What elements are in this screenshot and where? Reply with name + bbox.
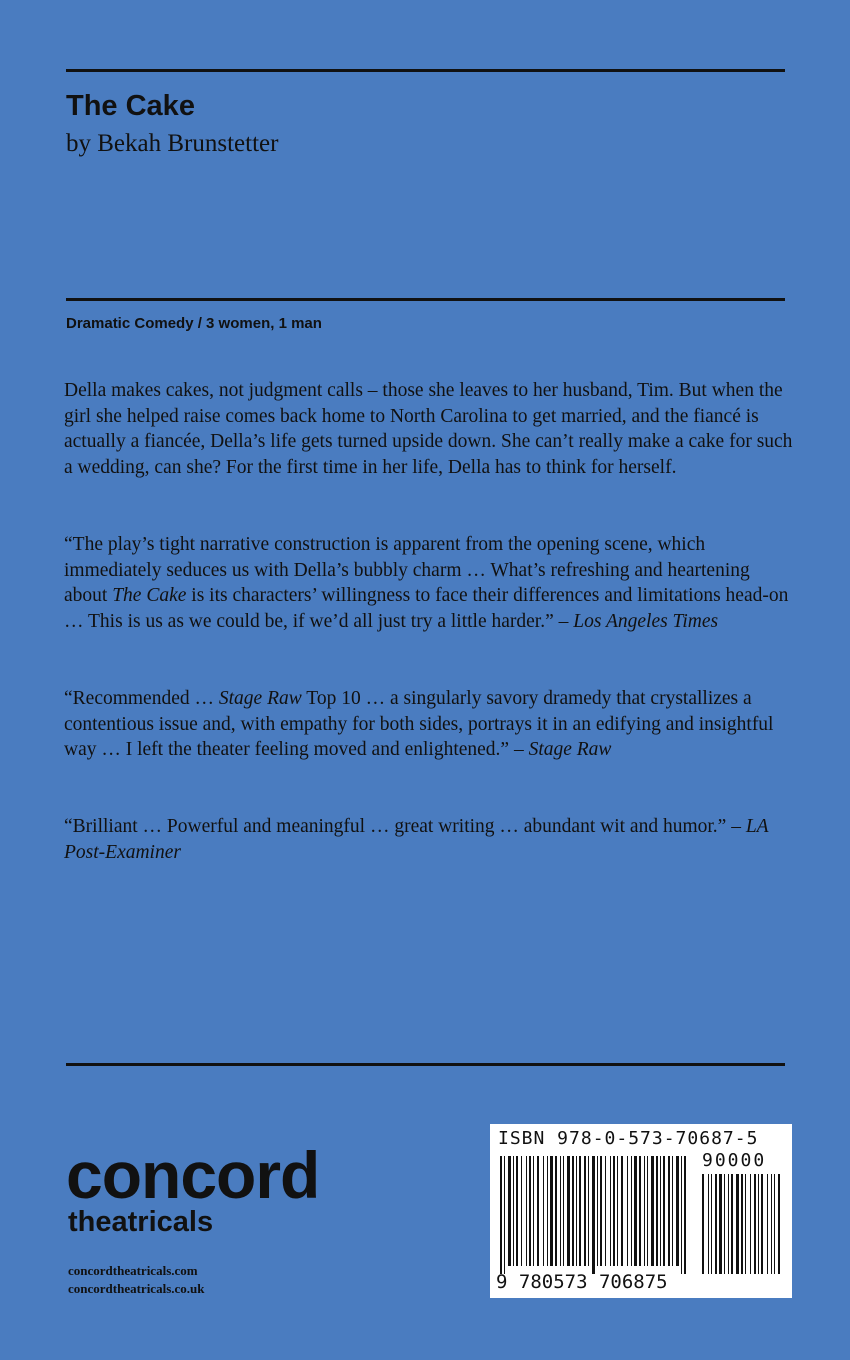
review-italic-title: Stage Raw: [218, 688, 302, 709]
review-source: Los Angeles Times: [573, 610, 719, 632]
review-source: LA Post-Examiner: [64, 816, 769, 863]
barcode-bar: [567, 1156, 570, 1266]
barcode-bar: [736, 1174, 739, 1274]
barcode-bar: [563, 1156, 564, 1266]
barcode-bar: [719, 1174, 722, 1274]
barcode-bar: [656, 1156, 658, 1266]
barcode-bar: [610, 1156, 611, 1266]
barcode-bar: [634, 1156, 637, 1266]
barcode-bar: [672, 1156, 673, 1266]
barcode-bar: [533, 1156, 534, 1266]
barcode-bar: [741, 1174, 743, 1274]
barcode-bar: [758, 1174, 759, 1274]
barcode-bar: [663, 1156, 665, 1266]
ean-digits: 9 780573 706875: [496, 1271, 668, 1293]
isbn-label: ISBN 978-0-573-70687-5: [498, 1128, 759, 1149]
barcode-bar: [774, 1174, 775, 1274]
barcode-bar: [761, 1174, 763, 1274]
barcode-bar: [504, 1156, 505, 1274]
barcode-bar: [521, 1156, 522, 1266]
top-rule: [66, 69, 785, 72]
barcode-bar: [754, 1174, 756, 1274]
publisher-url-us: concordtheatricals.com: [68, 1263, 198, 1278]
review-quote: [64, 532, 794, 634]
publisher-logo-sub: theatricals: [68, 1206, 214, 1238]
barcode-bar: [537, 1156, 539, 1266]
barcode-bar: [660, 1156, 661, 1266]
barcode-bar: [771, 1174, 772, 1274]
review-text: “Recommended …: [64, 688, 219, 709]
barcode-bar: [613, 1156, 615, 1266]
review-source: Stage Raw: [528, 739, 612, 761]
publisher-logo-word: concord: [66, 1138, 320, 1212]
barcode-bar: [560, 1156, 561, 1266]
barcode-bar: [750, 1174, 751, 1274]
barcode-bar: [731, 1174, 733, 1274]
book-author: by Bekah Brunstetter: [66, 130, 279, 157]
barcode-bar: [579, 1156, 581, 1266]
barcode-bar: [592, 1156, 595, 1274]
barcode-bar: [547, 1156, 548, 1266]
barcode-bar: [711, 1174, 712, 1274]
genre-cast-line: Dramatic Comedy / 3 women, 1 man: [66, 315, 322, 332]
barcode-bar: [715, 1174, 717, 1274]
barcode-bar: [767, 1174, 768, 1274]
barcode-bar: [668, 1156, 670, 1266]
isbn-barcode: [490, 1124, 792, 1298]
barcode-bar: [600, 1156, 602, 1266]
barcode-bar: [588, 1156, 589, 1266]
barcode-bar: [617, 1156, 618, 1266]
review-text: Top 10 … a singularly savory dramedy that crystallizes a contentious issue and, with empathy for both sides, portrays it in an edifying and insightful way … I left the theater feeling moved and enlightened.” –: [64, 688, 774, 761]
barcode-bar: [576, 1156, 577, 1266]
barcode-bar: [684, 1156, 686, 1274]
barcode-bar: [516, 1156, 518, 1266]
barcode-bar: [681, 1156, 682, 1274]
barcode-bar: [513, 1156, 514, 1266]
barcode-bar: [543, 1156, 544, 1266]
barcode-bar: [508, 1156, 511, 1266]
synopsis: Della makes cakes, not judgment calls – those she leaves to her husband, Tim. But when the girl she helped raise comes back home to North Carolina to get married, and the fiancé is actually a fiancée, Della’s life gets turned upside down. She can’t really make a cake for such a wedding, can she? For the first time in her life, Della has to think for herself.: [64, 380, 793, 478]
barcode-bar: [605, 1156, 606, 1266]
barcode-bar: [627, 1156, 628, 1266]
barcode-bar: [639, 1156, 641, 1266]
barcode-bar: [529, 1156, 531, 1266]
barcode-bar: [584, 1156, 586, 1266]
review-italic-title: The Cake: [112, 585, 187, 607]
review-quote: [64, 814, 794, 865]
barcode-bar: [708, 1174, 709, 1274]
price-code: 90000: [702, 1150, 767, 1171]
barcode-bar: [745, 1174, 746, 1274]
barcode-bar: [778, 1174, 780, 1274]
barcode-bar: [651, 1156, 654, 1266]
barcode-bar: [597, 1156, 598, 1266]
bottom-rule: [66, 1063, 785, 1066]
barcode-bar: [526, 1156, 527, 1266]
barcode-bar: [702, 1174, 704, 1274]
review-quote: [64, 686, 794, 763]
barcode-bar: [724, 1174, 725, 1274]
barcode-bar: [676, 1156, 679, 1266]
barcode-bar: [572, 1156, 574, 1266]
barcode-bar: [647, 1156, 648, 1266]
barcode-bar: [631, 1156, 632, 1266]
review-text: “The play’s tight narrative construction is apparent from the opening scene, which immediately seduces us with Della’s bubbly charm … What’s refreshing and heartening about: [64, 534, 750, 607]
barcode-bar: [621, 1156, 623, 1266]
barcode-bar: [644, 1156, 645, 1266]
publisher-url-uk: concordtheatricals.co.uk: [68, 1281, 205, 1296]
barcode-bar: [550, 1156, 553, 1266]
genre-rule: [66, 298, 785, 301]
barcode-bar: [500, 1156, 502, 1274]
review-text: is its characters’ willingness to face their differences and limitations head-on … This is us as we could be, if we’d all just try a little harder.” –: [64, 585, 789, 632]
barcode-bar: [728, 1174, 729, 1274]
review-text: “Brilliant … Powerful and meaningful … great writing … abundant wit and humor.” –: [64, 816, 746, 837]
barcode-bar: [555, 1156, 557, 1266]
book-title: The Cake: [66, 90, 195, 122]
